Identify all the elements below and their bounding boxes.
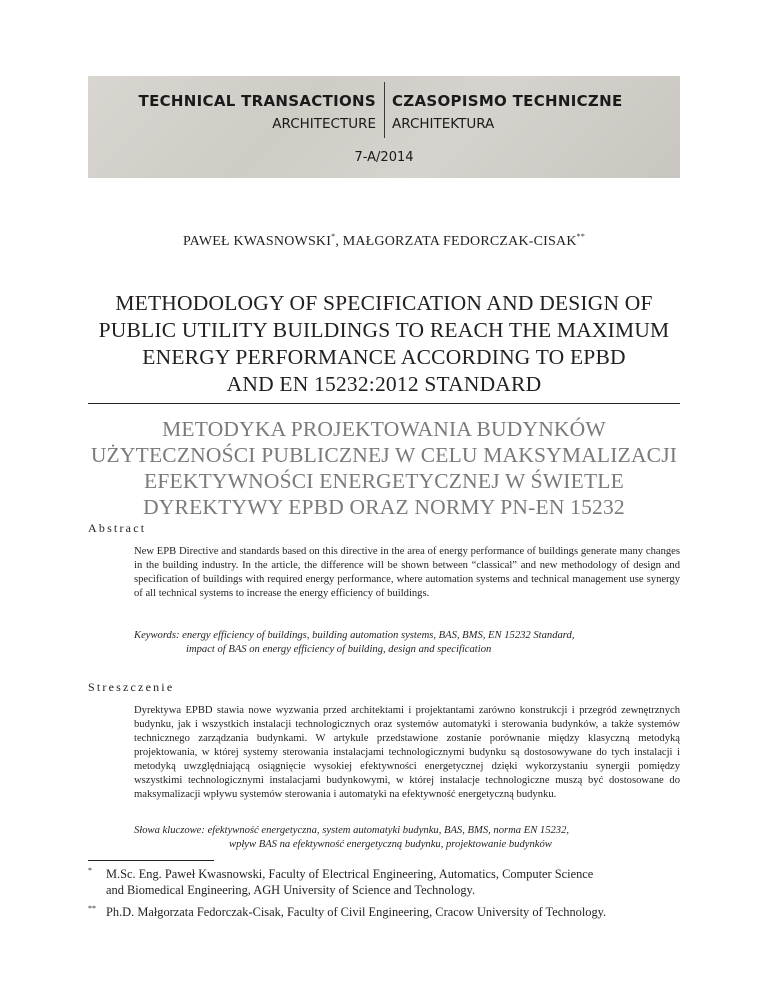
keywords-label: Słowa kluczowe:: [134, 825, 205, 836]
streszczenie-text: Dyrektywa EPBD stawia nowe wyzwania przed architektami i projektantami zarówno konstrukcji i przegród zewnętrznych budynku, jak i wszystkich instalacji technologicznych oraz systemów automatyki i sterowania budynków, a także systemów technicznego zarządzania budynkami. W artykule przedstawione zostanie porównanie między klasyczną metodyką projektowania, w której systemy sterowania instalacjami technologicznymi budynku są dostosowywane do tych instalacji i metodyką uwzględniającą osiągnięcie wysokiej efektywności energetycznej dzięki wykorzystaniu synergii pomiędzy wszystkimi technologicznymi instalacjami budynkowymi, w której instalacje technologiczne muszą być dostosowane do maksymalizacji wpływu systemów sterowania i automatyki na efektywność energetyczną budynku.: [134, 705, 680, 800]
title-english: [60, 290, 708, 398]
title-line: AND EN 15232:2012 STANDARD: [226, 372, 542, 396]
title-divider: [88, 403, 680, 404]
journal-title-pl: CZASOPISMO TECHNICZNE: [392, 92, 623, 110]
footnote: [88, 904, 680, 920]
journal-banner: [88, 76, 680, 178]
keywords-text: impact of BAS on energy efficiency of building, design and specification: [186, 644, 492, 655]
journal-title-en: TECHNICAL TRANSACTIONS: [138, 92, 376, 110]
footnote-divider: [88, 860, 214, 861]
streszczenie-keywords: [134, 824, 680, 852]
title-line: METHODOLOGY OF SPECIFICATION AND DESIGN OF: [115, 291, 653, 315]
footnote-text: and Biomedical Engineering, AGH University of Science and Technology.: [106, 883, 476, 897]
footnote-mark: **: [576, 232, 586, 241]
abstract-text: New EPB Directive and standards based on this directive in the area of energy performance of buildings generate many changes in the building industry. In the article, the difference will be shown between “classical” and new methodology of design and specification of buildings with required energy performance, where automation systems and technical management use synergy of all technical systems to increase the energy efficiency of buildings.: [134, 546, 680, 599]
title-line: ENERGY PERFORMANCE ACCORDING TO EPBD: [142, 345, 626, 369]
keywords-text: energy efficiency of buildings, building automation systems, BAS, BMS, EN 15232 Standard,: [182, 630, 575, 641]
footnote-mark: *: [88, 866, 92, 875]
keywords-label: Keywords:: [134, 630, 180, 641]
author-separator: ,: [335, 234, 343, 249]
author-name: PAWEŁ KWASNOWSKI: [182, 234, 332, 249]
footnote-text: M.Sc. Eng. Paweł Kwasnowski, Faculty of Electrical Engineering, Automatics, Computer Science: [106, 867, 594, 881]
author-name: MAŁGORZATA FEDORCZAK-CISAK: [342, 234, 577, 249]
section-en: ARCHITECTURE: [272, 116, 376, 132]
keywords-text: efektywność energetyczna, system automatyki budynku, BAS, BMS, norma EN 15232,: [207, 825, 570, 836]
title-line: PUBLIC UTILITY BUILDINGS TO REACH THE MAXIMUM: [98, 318, 670, 342]
keywords-text: wpływ BAS na efektywność energetyczną budynku, projektowanie budynków: [229, 839, 552, 850]
banner-divider: [384, 82, 385, 138]
footnote-mark: *: [331, 232, 336, 241]
title-line: UŻYTECZNOŚCI PUBLICZNEJ W CELU MAKSYMALIZACJI: [90, 443, 678, 467]
issue-number: 7-A/2014: [354, 150, 414, 165]
title-line: METODYKA PROJEKTOWANIA BUDYNKÓW: [162, 417, 606, 441]
title-line: DYREKTYWY EPBD ORAZ NORMY PN-EN 15232: [143, 495, 625, 519]
authors-line: [0, 232, 768, 250]
abstract-keywords: [134, 629, 680, 657]
abstract-heading: Abstract: [88, 521, 147, 535]
footnote-mark: **: [88, 904, 96, 913]
section-pl: ARCHITEKTURA: [392, 116, 495, 132]
streszczenie-heading: Streszczenie: [88, 680, 175, 694]
title-polish: [60, 416, 708, 520]
title-line: EFEKTYWNOŚCI ENERGETYCZNEJ W ŚWIETLE: [144, 469, 624, 493]
footnote: [88, 866, 680, 898]
footnote-text: Ph.D. Małgorzata Fedorczak-Cisak, Faculty of Civil Engineering, Cracow University of Technology.: [106, 905, 607, 919]
